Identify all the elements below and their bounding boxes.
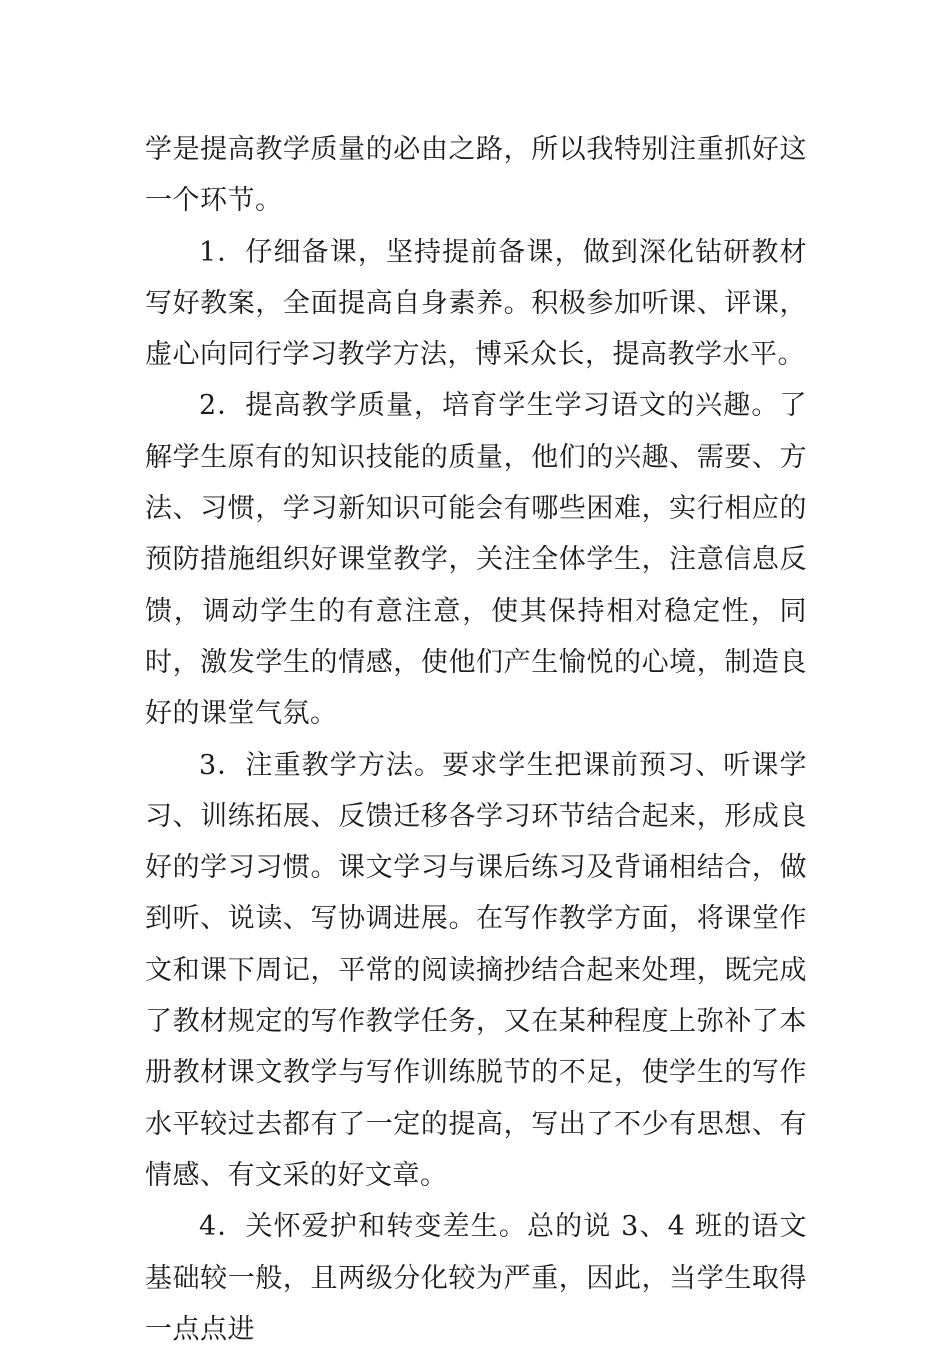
paragraph-item-2: 2．提高教学质量，培育学生学习语文的兴趣。了解学生原有的知识技能的质量，他们的兴趣、需要、方法、习惯，学习新知识可能会有哪些困难，实行相应的预防措施组织好课堂教学，关注全体学生，注意信息反馈，调动学生的有意注意，使其保持相对稳定性，同时，激发学生的情感，使他们产生愉悦的心境，制造良好的课堂气氛。 [145, 390, 807, 730]
document-body [145, 124, 807, 1355]
paragraph-item-3: 3．注重教学方法。要求学生把课前预习、听课学习、训练拓展、反馈迁移各学习环节结合起来，形成良好的学习习惯。课文学习与课后练习及背诵相结合，做到听、说读、写协调进展。在写作教学方面，将课堂作文和课下周记，平常的阅读摘抄结合起来处理，既完成了教材规定的写作教学任务，又在某种程度上弥补了本册教材课文教学与写作训练脱节的不足，使学生的写作水平较过去都有了一定的提高，写出了不少有思想、有情感、有文采的好文章。 [145, 749, 807, 1191]
paragraph-continuation: 学是提高教学质量的必由之路，所以我特别注重抓好这一个环节。 [145, 134, 807, 217]
paragraph-item-1: 1．仔细备课，坚持提前备课，做到深化钻研教材写好教案，全面提高自身素养。积极参加听课、评课，虚心向同行学习教学方法，博采众长，提高教学水平。 [145, 236, 807, 371]
paragraph-item-4: 4．关怀爱护和转变差生。总的说 3、4 班的语文基础较一般，且两级分化较为严重，因此，当学生取得一点点进 [145, 1211, 807, 1345]
